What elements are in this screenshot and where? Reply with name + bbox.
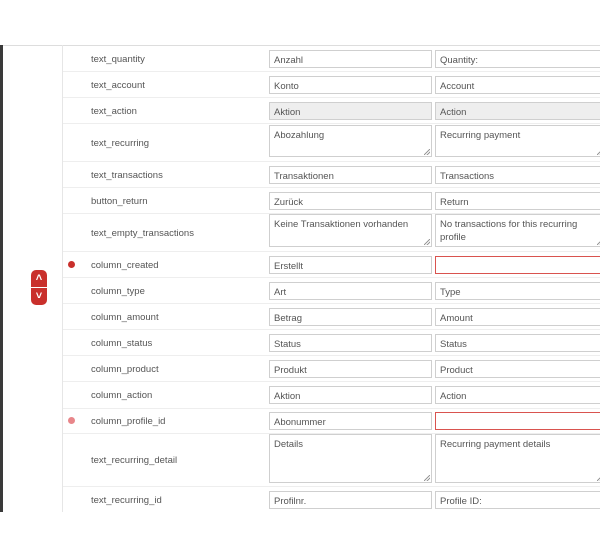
translation-key: text_recurring_id [91, 495, 162, 506]
source-text-field: Aktion [269, 102, 432, 120]
translation-field[interactable]: Account [435, 76, 600, 94]
translation-key: button_return [91, 196, 148, 207]
source-text-field[interactable]: Aktion [269, 386, 432, 404]
translation-field[interactable]: Quantity: [435, 50, 600, 68]
translation-key: text_quantity [91, 54, 145, 65]
source-text-field[interactable]: Produkt [269, 360, 432, 378]
translation-field[interactable]: Product [435, 360, 600, 378]
translation-row [63, 278, 600, 304]
translation-key: column_amount [91, 312, 159, 323]
source-text-area[interactable] [269, 125, 432, 157]
translation-row [63, 162, 600, 188]
source-text-area[interactable] [269, 434, 432, 483]
translation-key: text_recurring [91, 138, 150, 149]
top-divider [0, 45, 600, 46]
translation-key: text_empty_transactions [91, 228, 194, 239]
source-text-field[interactable]: Anzahl [269, 50, 432, 68]
translation-field[interactable]: Return [435, 192, 600, 210]
translation-row [63, 382, 600, 409]
resize-handle-icon[interactable] [424, 149, 430, 155]
source-text-field[interactable]: Betrag [269, 308, 432, 326]
translation-row [63, 47, 600, 72]
missing-translation-indicator [68, 417, 75, 424]
translation-row [63, 72, 600, 98]
translation-row [63, 252, 600, 278]
source-text: Details [274, 439, 304, 450]
resize-handle-icon[interactable] [424, 475, 430, 481]
translation-field[interactable]: Amount [435, 308, 600, 326]
translation-row [63, 98, 600, 124]
source-text-field[interactable]: Transaktionen [269, 166, 432, 184]
source-text-field[interactable]: Profilnr. [269, 491, 432, 509]
missing-translation-indicator [68, 261, 75, 268]
translation-key: column_profile_id [91, 416, 166, 427]
translation-key: text_recurring_detail [91, 455, 178, 466]
translation-field[interactable] [435, 256, 600, 274]
source-text: Keine Transaktionen vorhanden [274, 219, 409, 230]
translation-text: No transactions for this recurring profile [440, 219, 578, 243]
source-text-field[interactable]: Status [269, 334, 432, 352]
translation-field[interactable] [435, 412, 600, 430]
source-text-field[interactable]: Art [269, 282, 432, 300]
source-text: Abozahlung [274, 130, 325, 141]
translation-row [63, 434, 600, 487]
left-panel-border [0, 45, 3, 512]
translation-field[interactable]: Action [435, 386, 600, 404]
translation-text: Recurring payment [440, 130, 521, 141]
translation-text: Recurring payment details [440, 439, 551, 450]
translation-key: column_product [91, 364, 159, 375]
translation-text-area[interactable] [435, 434, 600, 483]
translation-row [63, 188, 600, 214]
chevron-up-icon[interactable]: ˄ [31, 270, 47, 287]
translation-key: column_action [91, 390, 153, 401]
translation-key: column_type [91, 286, 145, 297]
resize-handle-icon[interactable] [424, 239, 430, 245]
translation-editor [0, 45, 600, 512]
translation-row [63, 330, 600, 356]
chevron-down-icon[interactable]: ˅ [31, 288, 47, 305]
translation-field[interactable]: Type [435, 282, 600, 300]
translation-field: Action [435, 102, 600, 120]
translation-key: text_transactions [91, 170, 163, 181]
translation-key: text_account [91, 80, 145, 91]
source-text-field[interactable]: Abonummer [269, 412, 432, 430]
translation-row [63, 124, 600, 162]
move-controls [31, 270, 47, 309]
source-text-field[interactable]: Zurück [269, 192, 432, 210]
translation-field[interactable]: Transactions [435, 166, 600, 184]
translation-field[interactable]: Profile ID: [435, 491, 600, 509]
translation-key: column_status [91, 338, 153, 349]
translation-key: column_created [91, 260, 159, 271]
source-text-field[interactable]: Erstellt [269, 256, 432, 274]
translation-row [63, 214, 600, 252]
translation-field[interactable]: Status [435, 334, 600, 352]
translation-row [63, 304, 600, 330]
translation-key: text_action [91, 106, 137, 117]
translation-text-area[interactable] [435, 214, 600, 247]
translation-row [63, 487, 600, 512]
translation-text-area[interactable] [435, 125, 600, 157]
translation-row [63, 356, 600, 382]
source-text-field[interactable]: Konto [269, 76, 432, 94]
translation-row [63, 409, 600, 434]
source-text-area[interactable] [269, 214, 432, 247]
